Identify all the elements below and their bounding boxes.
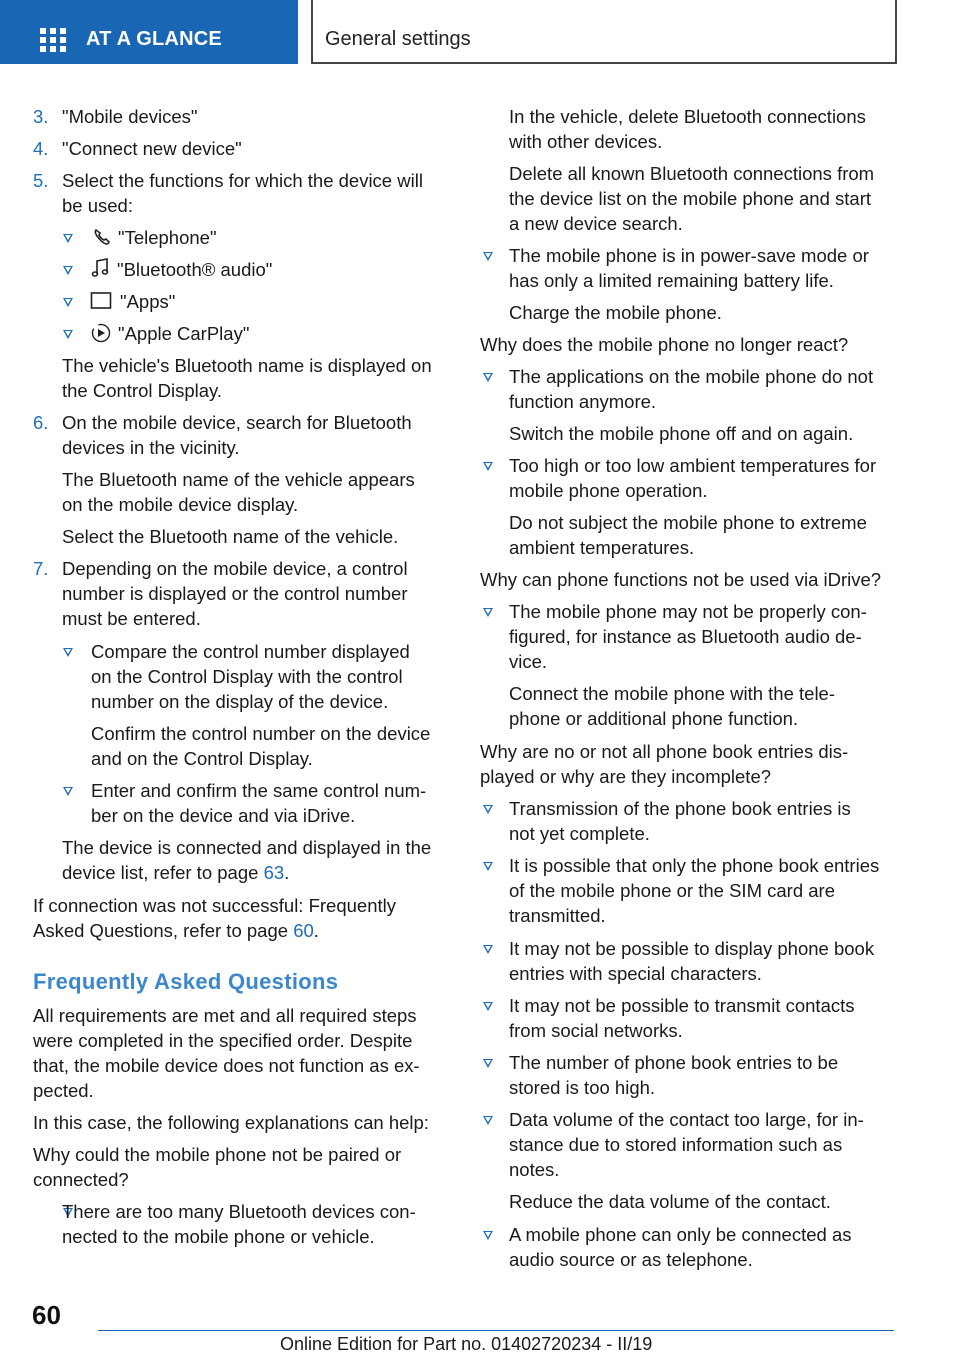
paragraph: In the vehicle, delete Bluetooth connections (509, 106, 866, 127)
function-bluetooth-audio: "Bluetooth® audio" (117, 259, 273, 280)
bullet-text: ber on the device and via iDrive. (91, 805, 356, 826)
question: Why could the mobile phone not be paired or (33, 1144, 402, 1165)
bullet-triangle-icon (483, 252, 493, 261)
bullet-text: figured, for instance as Bluetooth audio de- (509, 626, 862, 647)
bullet-text: has only a limited remaining battery life. (509, 270, 834, 291)
bullet-triangle-icon (483, 1231, 493, 1240)
bullet-triangle-icon (63, 234, 73, 243)
step-number: 4. (33, 138, 49, 159)
apps-icon (90, 291, 112, 311)
bullet-text: It may not be possible to transmit contacts (509, 995, 855, 1016)
page-link[interactable]: 60 (293, 920, 314, 941)
bullet-text: It may not be possible to display phone book (509, 938, 875, 959)
paragraph: the Control Display. (62, 380, 223, 401)
paragraph: with other devices. (509, 131, 663, 152)
bullet-text: The mobile phone is in power-save mode or (509, 245, 869, 266)
page-link[interactable]: 63 (263, 862, 285, 883)
paragraph: ambient temperatures. (509, 537, 695, 558)
bullet-triangle-icon (483, 462, 493, 471)
bullet-text: not yet complete. (509, 823, 650, 844)
paragraph: phone or additional phone function. (509, 708, 799, 729)
section-label: AT A GLANCE (86, 28, 222, 50)
bullet-triangle-icon (483, 373, 493, 382)
bullet-triangle-icon (483, 1116, 493, 1125)
bullet-triangle-icon (483, 1059, 493, 1068)
paragraph: Do not subject the mobile phone to extreme (509, 512, 867, 533)
bullet-text: number on the display of the device. (91, 691, 389, 712)
paragraph-text: Asked Questions, refer to page (33, 920, 289, 941)
music-note-icon (90, 257, 110, 279)
bullet-triangle-icon (483, 945, 493, 954)
step-number: 3. (33, 106, 49, 127)
bullet-text: It is possible that only the phone book entries (509, 855, 880, 876)
paragraph: that, the mobile device does not function as ex- (33, 1055, 420, 1076)
function-apps: "Apps" (120, 291, 176, 312)
paragraph: Asked Questions, refer to page 60. (33, 920, 319, 941)
question: Why does the mobile phone no longer react? (480, 334, 849, 355)
bullet-text: Enter and confirm the same control num- (91, 780, 427, 801)
bullet-text: Compare the control number displayed (91, 641, 410, 662)
bullet-text: mobile phone operation. (509, 480, 708, 501)
step-text: On the mobile device, search for Bluetooth (62, 412, 412, 433)
step-text: be used: (62, 195, 133, 216)
paragraph: Confirm the control number on the device (91, 723, 431, 744)
paragraph: were completed in the specified order. Despite (33, 1030, 413, 1051)
paragraph: a new device search. (509, 213, 683, 234)
step-text: Select the functions for which the device will (62, 170, 423, 191)
section-heading: Frequently Asked Questions (33, 969, 339, 994)
paragraph: pected. (33, 1080, 94, 1101)
step-text: devices in the vicinity. (62, 437, 240, 458)
function-apple-carplay: "Apple CarPlay" (118, 323, 250, 344)
paragraph: The Bluetooth name of the vehicle appears (62, 469, 415, 490)
paragraph: The device is connected and displayed in the (62, 837, 432, 858)
footer-divider (98, 1330, 894, 1331)
footer-edition: Online Edition for Part no. 01402720234 - II/19 (280, 1334, 653, 1354)
bullet-text: notes. (509, 1159, 560, 1180)
paragraph-text: device list, refer to page (62, 862, 259, 883)
paragraph: the device list on the mobile phone and start (509, 188, 872, 209)
grid-icon (40, 28, 66, 52)
bullet-text: stance due to stored information such as (509, 1134, 843, 1155)
telephone-icon (92, 227, 112, 247)
paragraph: device list, refer to page 63. (62, 862, 290, 883)
function-telephone: "Telephone" (118, 227, 217, 248)
step-number: 6. (33, 412, 49, 433)
bullet-triangle-icon (63, 648, 73, 657)
paragraph: and on the Control Display. (91, 748, 313, 769)
paragraph: on the mobile device display. (62, 494, 299, 515)
paragraph: All requirements are met and all required steps (33, 1005, 417, 1026)
bullet-triangle-icon (483, 805, 493, 814)
step-number: 5. (33, 170, 49, 191)
paragraph: In this case, the following explanations can help: (33, 1112, 429, 1133)
step-text: number is displayed or the control number (62, 583, 408, 604)
bullet-triangle-icon (63, 298, 73, 307)
bullet-text: vice. (509, 651, 548, 672)
step-text: Depending on the mobile device, a control (62, 558, 408, 579)
page-number: 60 (32, 1300, 61, 1330)
paragraph: Select the Bluetooth name of the vehicle. (62, 526, 399, 547)
question: Why can phone functions not be used via iDrive? (480, 569, 882, 590)
step-text: must be entered. (62, 608, 201, 629)
bullet-text: from social networks. (509, 1020, 683, 1041)
question: connected? (33, 1169, 129, 1190)
carplay-icon (90, 322, 112, 344)
step-text: "Connect new device" (62, 138, 242, 159)
paragraph: Switch the mobile phone off and on again. (509, 423, 854, 444)
bullet-text: The number of phone book entries to be (509, 1052, 839, 1073)
paragraph: The vehicle's Bluetooth name is displayed on (62, 355, 432, 376)
step-number: 7. (33, 558, 49, 579)
bullet-triangle-icon (63, 266, 73, 275)
page-title: General settings (325, 28, 471, 50)
bullet-triangle-icon (483, 862, 493, 871)
bullet-text: Too high or too low ambient temperatures for (509, 455, 877, 476)
bullet-text: transmitted. (509, 905, 606, 926)
bullet-triangle-icon (483, 608, 493, 617)
bullet-text: The mobile phone may not be properly con- (509, 601, 867, 622)
bullet-text: on the Control Display with the control (91, 666, 403, 687)
bullet-text: nected to the mobile phone or vehicle. (62, 1226, 375, 1247)
bullet-triangle-icon (63, 787, 73, 796)
bullet-text: entries with special characters. (509, 963, 762, 984)
bullet-triangle-icon (483, 1002, 493, 1011)
bullet-triangle-icon (63, 330, 73, 339)
bullet-text: Data volume of the contact too large, for in- (509, 1109, 864, 1130)
bullet-text: stored is too high. (509, 1077, 656, 1098)
paragraph: If connection was not successful: Frequently (33, 895, 396, 916)
bullet-text: of the mobile phone or the SIM card are (509, 880, 835, 901)
paragraph: Connect the mobile phone with the tele- (509, 683, 836, 704)
bullet-text: Transmission of the phone book entries is (509, 798, 851, 819)
bullet-text: function anymore. (509, 391, 657, 412)
question: played or why are they incomplete? (480, 766, 772, 787)
paragraph: Reduce the data volume of the contact. (509, 1191, 831, 1212)
bullet-text: The applications on the mobile phone do not (509, 366, 874, 387)
bullet-text: audio source or as telephone. (509, 1249, 753, 1270)
paragraph: Delete all known Bluetooth connections from (509, 163, 875, 184)
question: Why are no or not all phone book entries dis- (480, 741, 849, 762)
bullet-text: There are too many Bluetooth devices con- (62, 1201, 416, 1222)
bullet-text: A mobile phone can only be connected as (509, 1224, 852, 1245)
paragraph: Charge the mobile phone. (509, 302, 722, 323)
step-text: "Mobile devices" (62, 106, 198, 127)
